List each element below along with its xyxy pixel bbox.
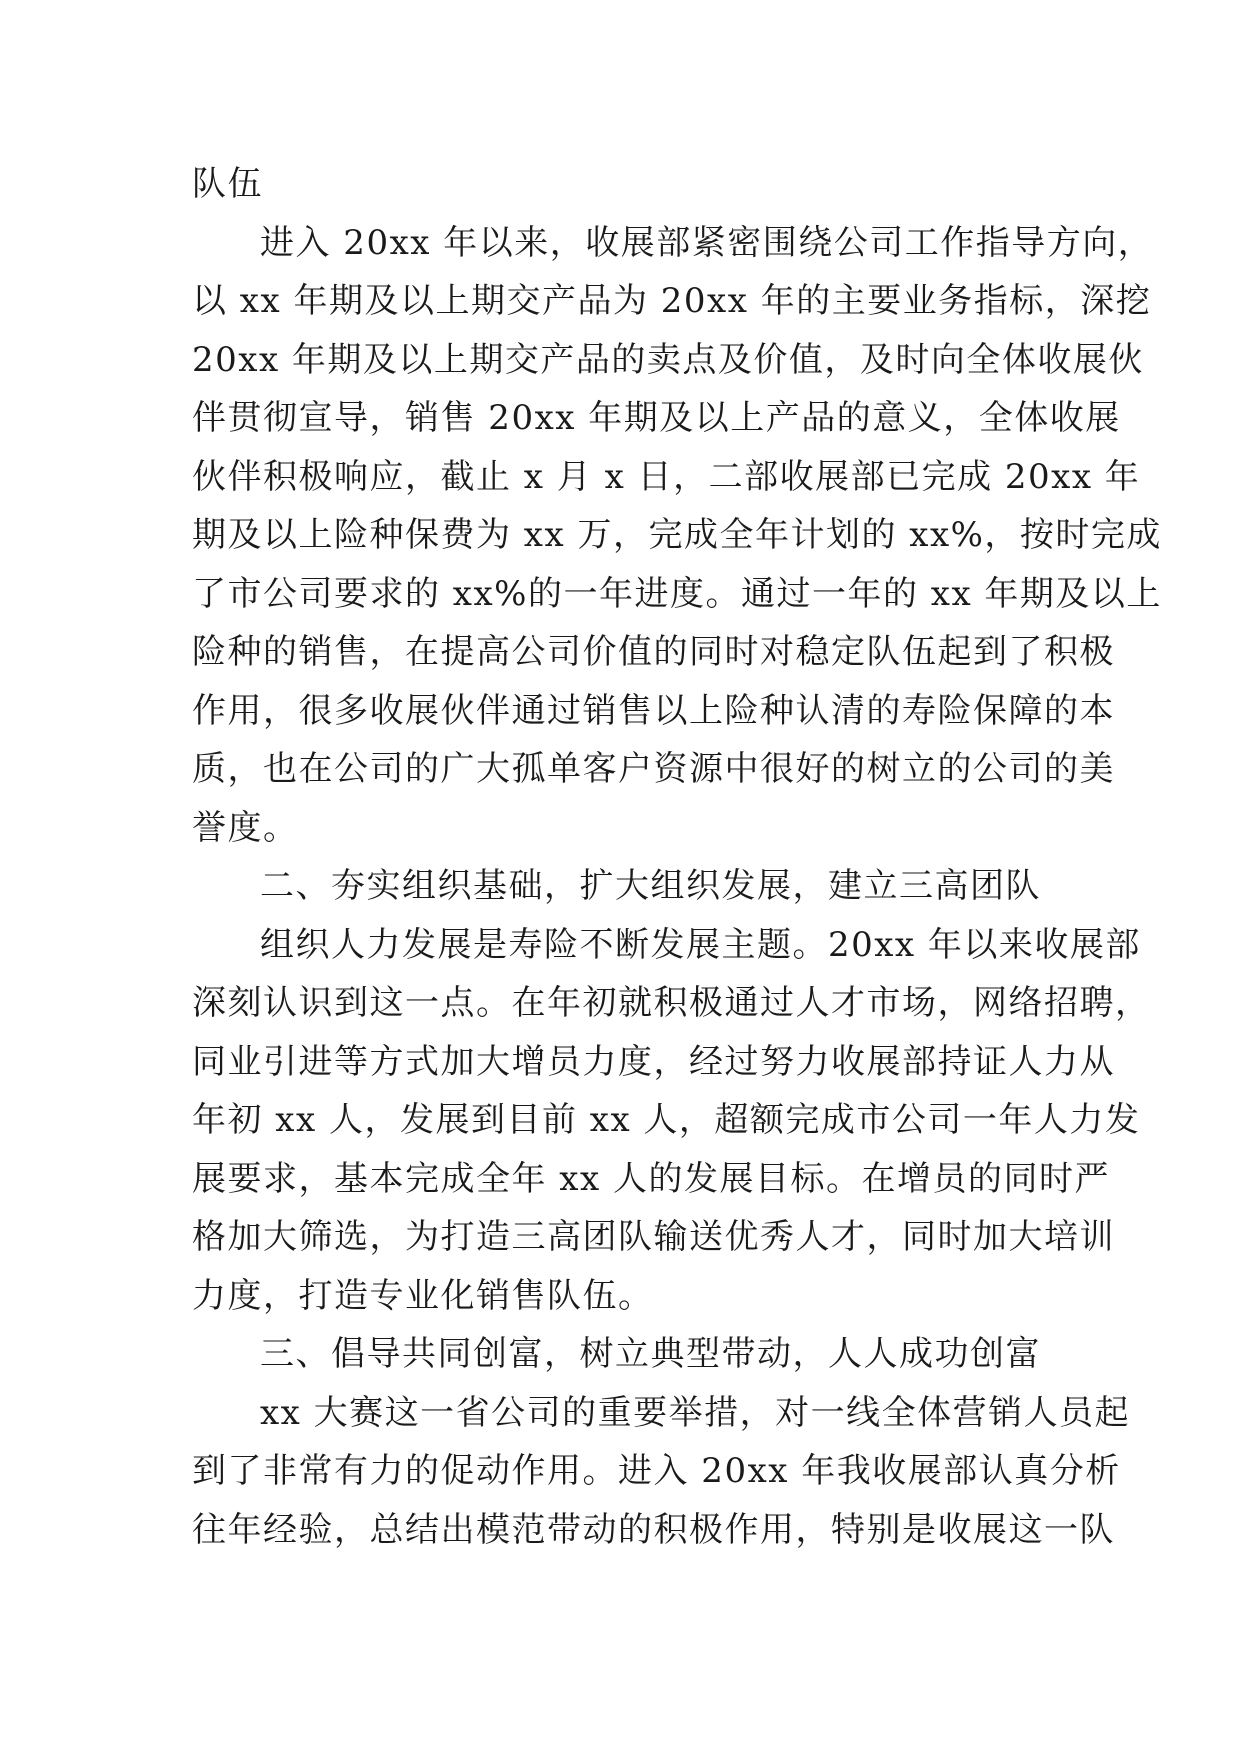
text-line: 队伍: [192, 164, 263, 204]
text-line: 同业引进等方式加大增员力度，经过努力收展部持证人力从: [192, 1041, 1115, 1082]
text-line: 往年经验，总结出模范带动的积极作用，特别是收展这一队: [192, 1509, 1115, 1550]
text-line: 格加大筛选，为打造三高团队输送优秀人才，同时加大培训: [192, 1217, 1115, 1257]
text-line: 到了非常有力的促动作用。进入 20xx 年我收展部认真分析: [192, 1451, 1121, 1491]
text-line: xx 大赛这一省公司的重要举措，对一线全体营销人员起: [260, 1392, 1131, 1433]
body-text: [192, 155, 1162, 1559]
text-line: 期及以上险种保费为 xx 万，完成全年计划的 xx%，按时完成: [192, 515, 1162, 555]
text-line: 质，也在公司的广大孤单客户资源中很好的树立的公司的美: [192, 749, 1115, 789]
text-line: 20xx 年期及以上期交产品的卖点及价值，及时向全体收展伙: [192, 339, 1144, 380]
text-line: 伴贯彻宣导，销售 20xx 年期及以上产品的意义，全体收展: [192, 398, 1121, 438]
text-line: 组织人力发展是寿险不断发展主题。20xx 年以来收展部: [260, 924, 1141, 965]
text-line: 进入 20xx 年以来，收展部紧密围绕公司工作指导方向，: [260, 222, 1154, 263]
section-heading: 二、夯实组织基础，扩大组织发展，建立三高团队: [260, 866, 1041, 906]
text-line: 以 xx 年期及以上期交产品为 20xx 年的主要业务指标，深挖: [192, 281, 1152, 321]
section-heading: 三、倡导共同创富，树立典型带动，人人成功创富: [260, 1334, 1041, 1374]
text-line: 险种的销售，在提高公司价值的同时对稳定队伍起到了积极: [192, 632, 1115, 672]
text-line: 作用，很多收展伙伴通过销售以上险种认清的寿险保障的本: [192, 690, 1115, 731]
text-line: 了市公司要求的 xx%的一年进度。通过一年的 xx 年期及以上: [192, 573, 1162, 614]
text-line: 伙伴积极响应，截止 x 月 x 日，二部收展部已完成 20xx 年: [192, 456, 1141, 497]
text-line: 誉度。: [192, 807, 299, 848]
text-line: 深刻认识到这一点。在年初就积极通过人才市场，网络招聘，: [192, 983, 1151, 1023]
text-line: 年初 xx 人，发展到目前 xx 人，超额完成市公司一年人力发: [192, 1100, 1141, 1140]
text-line: 力度，打造专业化销售队伍。: [192, 1275, 654, 1316]
text-line: 展要求，基本完成全年 xx 人的发展目标。在增员的同时严: [192, 1158, 1110, 1199]
